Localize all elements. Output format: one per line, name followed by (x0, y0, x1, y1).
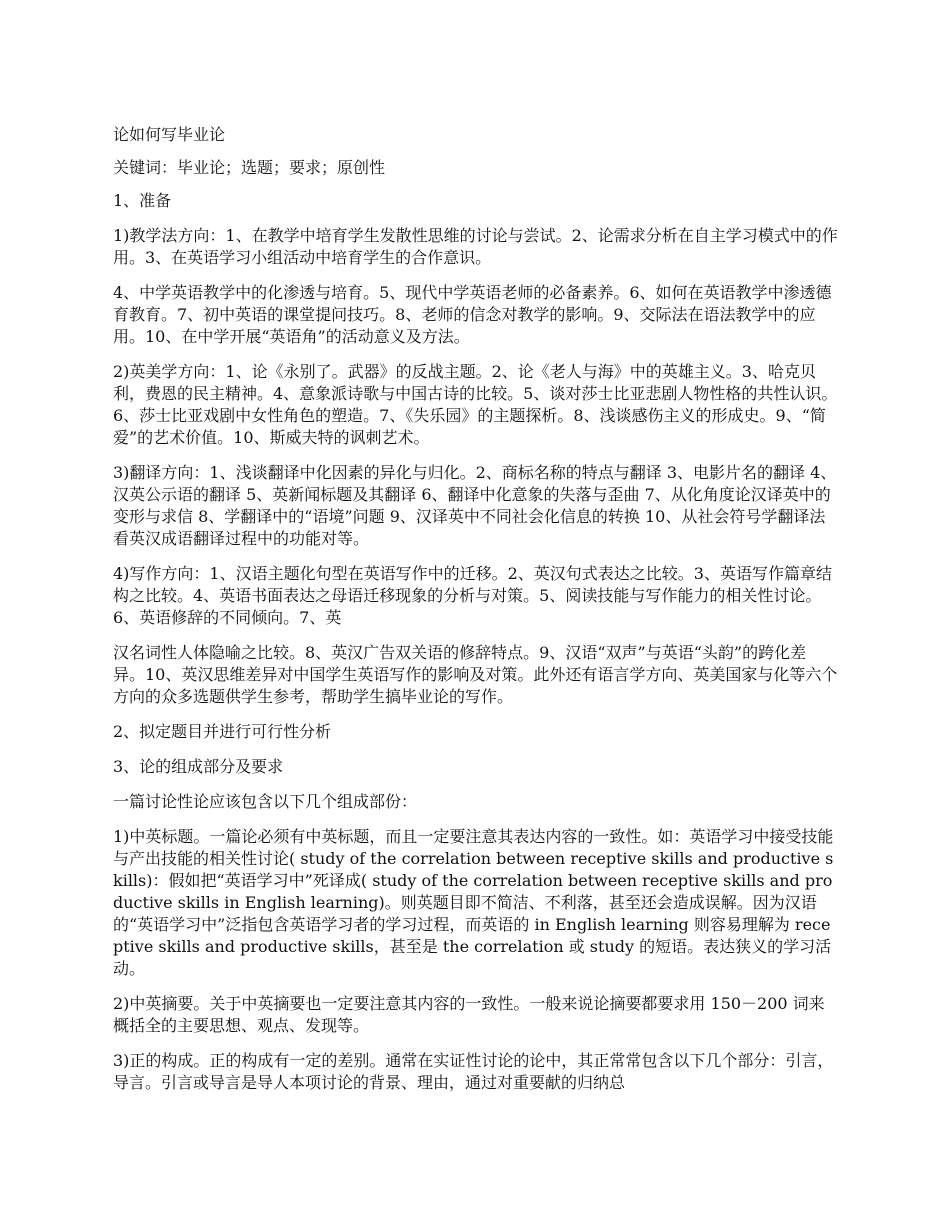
paragraph-titles: 1)中英标题。一篇论必须有中英标题，而且一定要注意其表达内容的一致性。如：英语学习中接受技能与产出技能的相关性讨论( study of the correlation between receptive skills and productive skills)：假如把“英语学习中”死译成( study of the correlation between receptive skills and productive skills in English learning)。则英题目即不简洁、不利落，甚至还会造成误解。因为汉语的“英语学习中”泛指包含英语学习者的学习过程，而英语的 in English learning 则容易理解为 receptive skills and productive skills，甚至是 the correlation 或 study 的短语。表达狭义的学习活动。 (113, 827, 834, 978)
paragraph-abstracts: 2)中英摘要。关于中英摘要也一定要注意其内容的一致性。一般来说论摘要都要求用 150－200 词来概括全的主要思想、观点、发现等。 (113, 994, 825, 1035)
paragraph-writing-continued: 汉名词性人体隐喻之比较。8、英汉广告双关语的修辞特点。9、汉语“双声”与英语“头韵”的跨化差异。10、英汉思维差异对中国学生英语写作的影响及对策。此外还有语言学方向、英美国家与化等六个方向的众多选题供学生参考，帮助学生搞毕业论的写作。 (113, 643, 838, 706)
document-title: 论如何写毕业论 (113, 125, 226, 144)
keywords-line: 关键词：毕业论；选题；要求；原创性 (113, 158, 386, 177)
paragraph-teaching-methods: 1)教学法方向：1、在教学中培育学生发散性思维的讨论与尝试。2、论需求分析在自主学习模式中的作用。3、在英语学习小组活动中培育学生的合作意识。 (113, 226, 838, 267)
section-heading-title-feasibility: 2、拟定题目并进行可行性分析 (113, 722, 332, 741)
paragraph-components-intro: 一篇讨论性论应该包含以下几个组成部份： (113, 792, 418, 811)
paragraph-literature: 2)英美学方向：1、论《永别了。武器》的反战主题。2、论《老人与海》中的英雄主义。3、哈克贝利，费恩的民主精神。4、意象派诗歌与中国古诗的比较。5、谈对莎士比亚悲剧人物性格的共性认识。6、莎士比亚戏剧中女性角色的塑造。7、《失乐园》的主题探析。8、浅谈感伤主义的形成史。9、“简爱”的艺术价值。10、斯威夫特的讽刺艺术。 (113, 362, 838, 447)
paragraph-teaching-topics: 4、中学英语教学中的化渗透与培育。5、现代中学英语老师的必备素养。6、如何在英语教学中渗透德育教育。7、初中英语的课堂提问技巧。8、老师的信念对教学的影响。9、交际法在语法教学中的应用。10、在中学开展“英语角”的活动意义及方法。 (113, 283, 832, 346)
paragraph-body-structure: 3)正的构成。正的构成有一定的差别。通常在实证性讨论的论中，其正常常包含以下几个部分：引言，导言。引言或导言是导人本项讨论的背景、理由，通过对重要献的归纳总 (113, 1051, 834, 1092)
paragraph-translation: 3)翻译方向：1、浅谈翻译中化因素的异化与归化。2、商标名称的特点与翻译 3、电影片名的翻译 4、汉英公示语的翻译 5、英新闻标题及其翻译 6、翻译中化意象的失落与歪曲 7、从化角度论汉译英中的变形与求信 8、学翻译中的“语境”问题 9、汉译英中不同社会化信息的转换 10、从社会符号学翻译法看英汉成语翻译过程中的功能对等。 (113, 463, 837, 548)
document-body (113, 124, 838, 1107)
paragraph-writing: 4)写作方向：1、汉语主题化句型在英语写作中的迁移。2、英汉句式表达之比较。3、英语写作篇章结构之比较。4、英语书面表达之母语迁移现象的分析与对策。5、阅读技能与写作能力的相关性讨论。6、英语修辞的不同倾向。7、英 (113, 564, 832, 627)
section-heading-prepare: 1、准备 (113, 191, 172, 210)
section-heading-components: 3、论的组成部分及要求 (113, 757, 284, 776)
